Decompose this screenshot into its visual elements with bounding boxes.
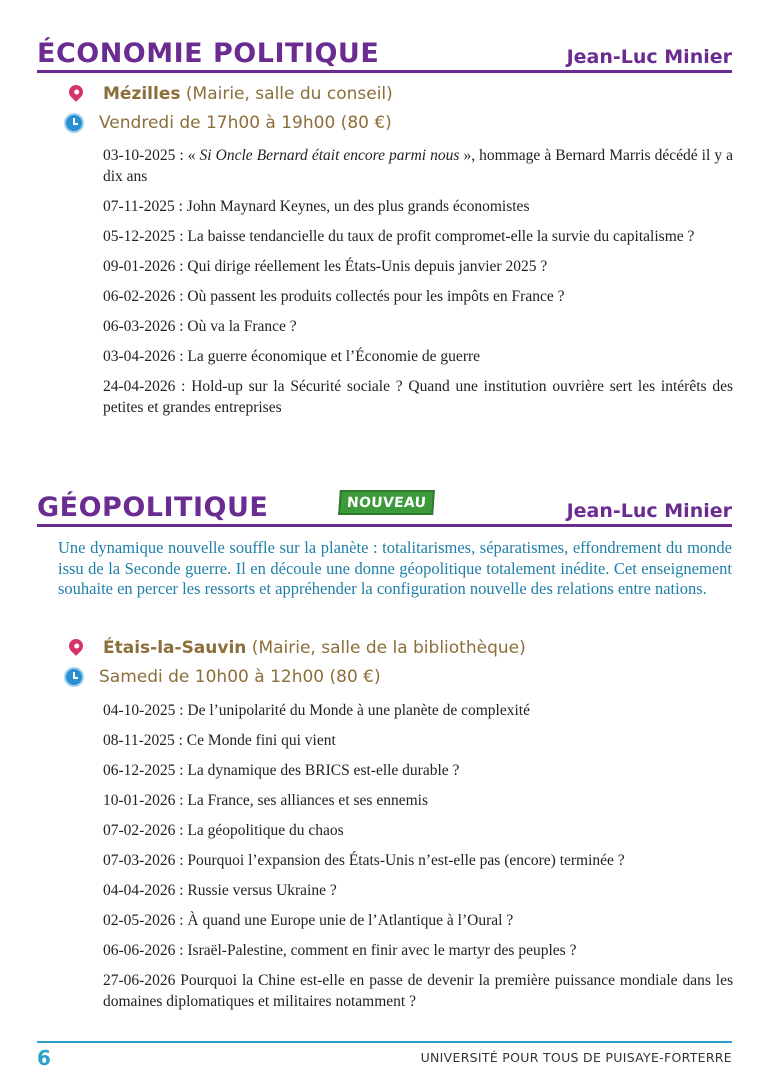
geopolitique-rule [37, 524, 732, 527]
economie-location [66, 84, 393, 104]
economie-header [37, 40, 732, 67]
session-item: 06-02-2026 : Où passent les produits collectés pour les impôts en France ? [103, 288, 565, 305]
geopolitique-title: GÉOPOLITIQUE [37, 492, 269, 523]
geopolitique-location-name: Étais-la-Sauvin [103, 638, 247, 658]
session-item: 07-02-2026 : La géopolitique du chaos [103, 822, 344, 839]
session-item: 05-12-2025 : La baisse tendancielle du taux de profit compromet-elle la survie du capitalisme ? [103, 228, 695, 245]
session-item: 07-03-2026 : Pourquoi l’expansion des États-Unis n’est-elle pas (encore) terminée ? [103, 852, 625, 869]
session-item: 06-03-2026 : Où va la France ? [103, 318, 297, 335]
economie-schedule-row [66, 113, 392, 133]
footer-rule [37, 1041, 732, 1043]
geopolitique-intro: Une dynamique nouvelle souffle sur la planète : totalitarismes, séparatismes, effondrement du monde issu de la Seconde guerre. Il en découle une donne géopolitique totalement inédite. Cet enseignement souhaite en percer les ressorts et appréhender la configuration nouvelle des relations entre nations. [58, 538, 732, 598]
geopolitique-schedule-row [66, 667, 381, 687]
session-item: 27-06-2026 Pourquoi la Chine est-elle en passe de devenir la première puissance mondiale dans les domaines diplomatiques et militaires notamment ? [103, 972, 733, 1010]
economie-sessions [103, 145, 733, 427]
session-item: 10-01-2026 : La France, ses alliances et ses ennemis [103, 792, 428, 809]
clock-icon [66, 669, 82, 685]
economie-schedule: Vendredi de 17h00 à 19h00 (80 €) [99, 113, 392, 133]
economie-author: Jean-Luc Minier [566, 46, 732, 68]
economie-title: ÉCONOMIE POLITIQUE [37, 38, 380, 69]
session-item: 04-04-2026 : Russie versus Ukraine ? [103, 882, 337, 899]
session-item: 08-11-2025 : Ce Monde fini qui vient [103, 732, 336, 749]
session-item: 24-04-2026 : Hold-up sur la Sécurité sociale ? Quand une institution ouvrière sert les intérêts des petites et grandes entreprises [103, 378, 733, 416]
location-pin-icon [66, 636, 86, 656]
geopolitique-author: Jean-Luc Minier [566, 500, 732, 522]
session-item: 06-12-2025 : La dynamique des BRICS est-elle durable ? [103, 762, 460, 779]
location-pin-icon [66, 82, 86, 102]
footer-title: UNIVERSITÉ POUR TOUS DE PUISAYE-FORTERRE [420, 1050, 732, 1065]
session-item: 09-01-2026 : Qui dirige réellement les États-Unis depuis janvier 2025 ? [103, 258, 548, 275]
page-number: 6 [37, 1046, 51, 1070]
session-item: 07-11-2025 : John Maynard Keynes, un des plus grands économistes [103, 198, 530, 215]
economie-rule [37, 70, 732, 73]
session-item: 06-06-2026 : Israël-Palestine, comment en finir avec le martyr des peuples ? [103, 942, 577, 959]
geopolitique-location [66, 638, 526, 658]
clock-icon [66, 115, 82, 131]
new-badge: NOUVEAU [338, 490, 435, 515]
session-item: 03-04-2026 : La guerre économique et l’Économie de guerre [103, 348, 481, 365]
geopolitique-location-detail: (Mairie, salle de la bibliothèque) [246, 638, 526, 658]
geopolitique-sessions [103, 700, 733, 1021]
session-item: 04-10-2025 : De l’unipolarité du Monde à une planète de complexité [103, 702, 530, 719]
geopolitique-schedule: Samedi de 10h00 à 12h00 (80 €) [99, 667, 381, 687]
economie-location-detail: (Mairie, salle du conseil) [180, 84, 393, 104]
economie-location-name: Mézilles [103, 84, 181, 104]
session-item: 02-05-2026 : À quand une Europe unie de l’Atlantique à l’Oural ? [103, 912, 514, 929]
session-item: 03-10-2025 : « Si Oncle Bernard était encore parmi nous », hommage à Bernard Marris décédé il y a dix ans [103, 147, 733, 185]
